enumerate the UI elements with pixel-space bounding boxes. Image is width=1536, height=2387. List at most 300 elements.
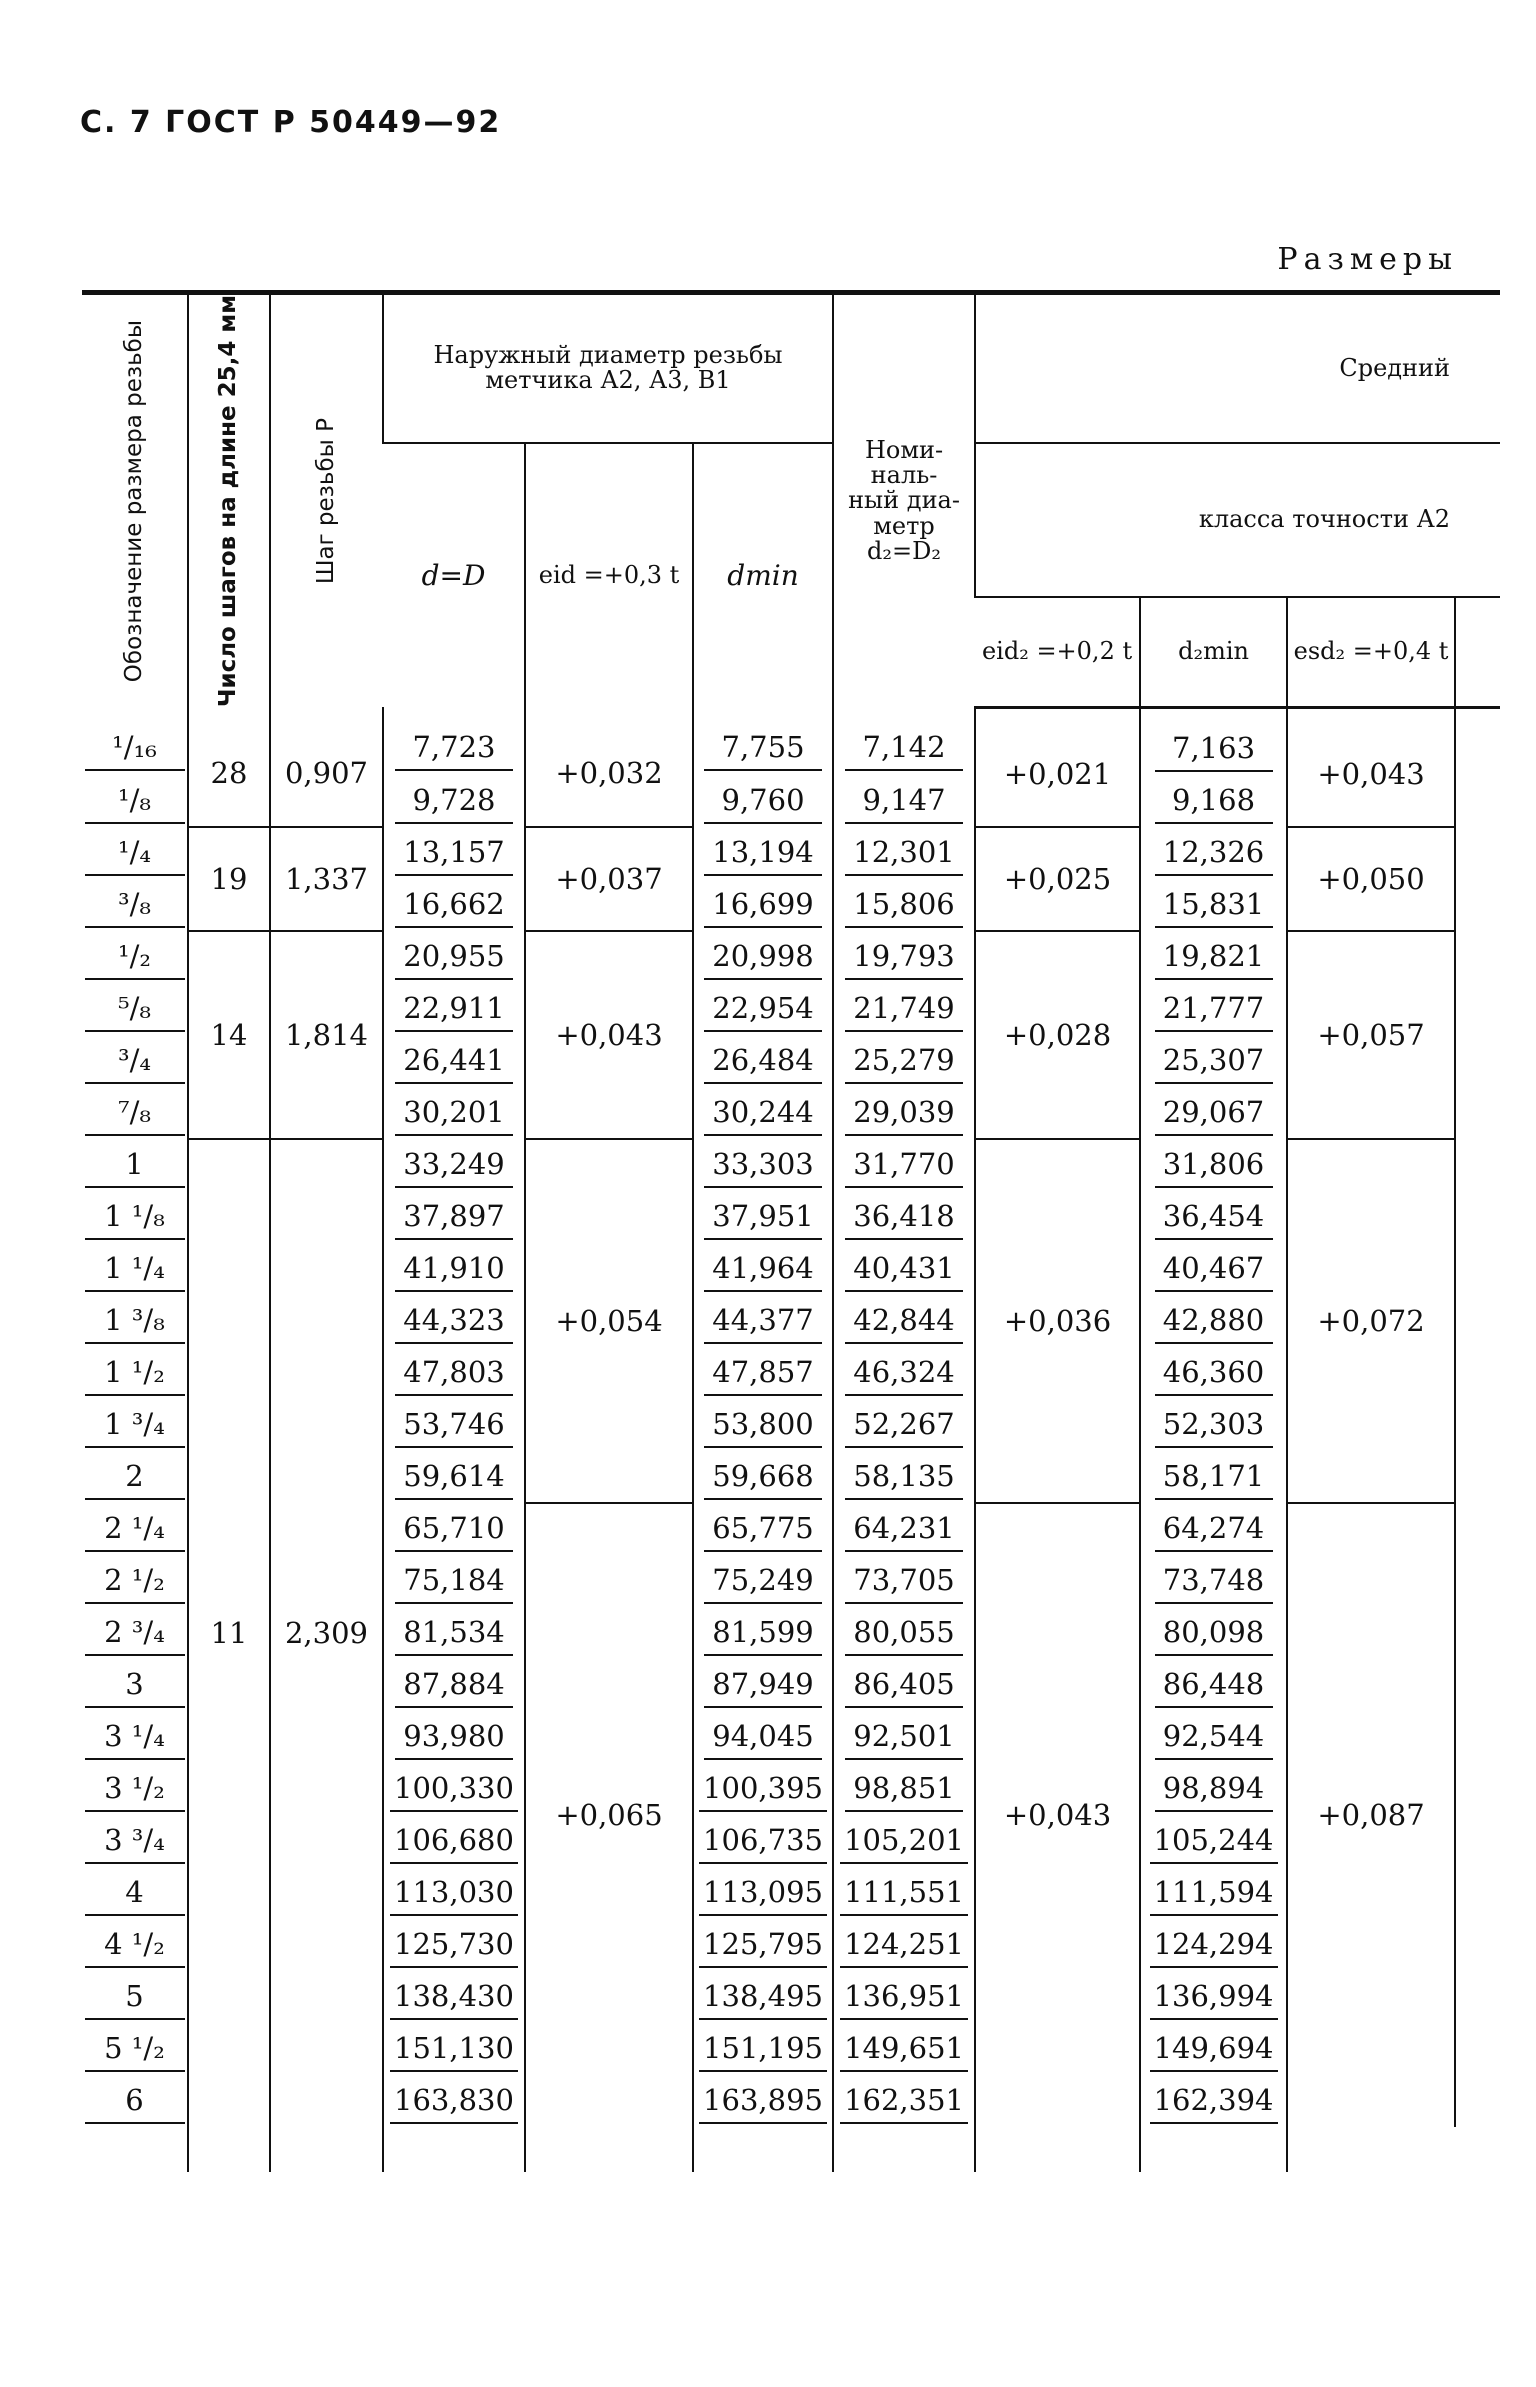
- nominal-d2-cell-value: 7,142: [845, 725, 963, 771]
- dmin-cell-value: 30,244: [704, 1090, 822, 1136]
- d2min-cell: [1140, 707, 1287, 775]
- d2min-cell-value: 46,360: [1155, 1350, 1273, 1396]
- d2min-cell: [1140, 1243, 1287, 1295]
- designation-cell: [82, 1087, 188, 1139]
- d2min-cell-value: 111,594: [1150, 1870, 1278, 1916]
- threads-count-cell: 28: [188, 707, 270, 827]
- d2min-cell-value: 64,274: [1155, 1506, 1273, 1552]
- eid2-cell: +0,021: [975, 707, 1140, 827]
- nominal-d2-cell-value: 105,201: [840, 1818, 968, 1864]
- designation-cell-value: ¹/₄: [85, 830, 185, 876]
- nominal-d2-cell: [833, 707, 975, 775]
- d-cell-value: 41,910: [395, 1246, 513, 1292]
- header-accuracy-class: класса точности А2: [975, 443, 1500, 598]
- designation-cell: [82, 1607, 188, 1659]
- dmin-cell-value: 7,755: [704, 725, 822, 771]
- d-cell: [383, 931, 525, 983]
- eid2-cell: +0,036: [975, 1139, 1140, 1503]
- dmin-cell-value: 65,775: [704, 1506, 822, 1552]
- page-header: С. 7 ГОСТ Р 50449—92: [80, 105, 502, 140]
- units-label: Размеры: [1277, 242, 1458, 277]
- designation-cell: [82, 1191, 188, 1243]
- d2min-cell-value: 58,171: [1155, 1454, 1273, 1500]
- esd2-cell: +0,087: [1287, 1503, 1455, 2127]
- designation-cell: [82, 1555, 188, 1607]
- dmin-cell: [693, 1815, 833, 1867]
- d-cell: [383, 1867, 525, 1919]
- eid-cell: +0,032: [525, 707, 693, 827]
- dmin-cell-value: 22,954: [704, 986, 822, 1032]
- designation-cell-value: ³/₄: [85, 1038, 185, 1084]
- nominal-d2-cell: [833, 1659, 975, 1711]
- header-eid2: eid₂ =+0,2 t: [975, 597, 1140, 707]
- d2min-cell-value: 31,806: [1155, 1142, 1273, 1188]
- eid2-cell: +0,028: [975, 931, 1140, 1139]
- header-threads-per-inch: Число шагов на длине 25,4 мм: [188, 293, 270, 708]
- designation-cell-value: 5 ¹/₂: [85, 2026, 185, 2072]
- designation-cell: [82, 1139, 188, 1191]
- dmin-cell: [693, 707, 833, 775]
- dmin-cell-value: 151,195: [699, 2026, 827, 2072]
- d2min-cell-value: 80,098: [1155, 1610, 1273, 1656]
- d2min-cell-value: 98,894: [1155, 1766, 1273, 1812]
- d-cell: [383, 1451, 525, 1503]
- d-cell: [383, 983, 525, 1035]
- dmin-cell: [693, 2023, 833, 2075]
- d2min-cell: [1140, 1659, 1287, 1711]
- d-cell-value: 93,980: [395, 1714, 513, 1760]
- designation-cell-value: ³/₈: [85, 882, 185, 928]
- d2min-cell: [1140, 827, 1287, 879]
- dmin-cell-value: 9,760: [704, 778, 822, 824]
- d2min-cell-value: 124,294: [1150, 1922, 1278, 1968]
- d-cell-value: 37,897: [395, 1194, 513, 1240]
- table-row: [82, 1139, 1500, 1191]
- dmin-cell: [693, 1035, 833, 1087]
- designation-cell: [82, 775, 188, 827]
- nominal-d2-cell-value: 149,651: [840, 2026, 968, 2072]
- d2min-cell-value: 162,394: [1150, 2078, 1278, 2124]
- nominal-d2-cell-value: 36,418: [845, 1194, 963, 1240]
- d-cell-value: 47,803: [395, 1350, 513, 1396]
- d-cell-value: 20,955: [395, 934, 513, 980]
- d2min-cell-value: 25,307: [1155, 1038, 1273, 1084]
- dmin-cell-value: 75,249: [704, 1558, 822, 1604]
- dmin-cell: [693, 1191, 833, 1243]
- nominal-d2-cell: [833, 1139, 975, 1191]
- d2min-cell-value: 9,168: [1155, 778, 1273, 824]
- nominal-d2-cell-value: 162,351: [840, 2078, 968, 2124]
- designation-cell: [82, 1243, 188, 1295]
- dmin-cell: [693, 1919, 833, 1971]
- esd2-cell: +0,072: [1287, 1139, 1455, 1503]
- d-cell-value: 106,680: [390, 1818, 518, 1864]
- dmin-cell-value: 125,795: [699, 1922, 827, 1968]
- d2min-cell-value: 42,880: [1155, 1298, 1273, 1344]
- nominal-d2-cell-value: 9,147: [845, 778, 963, 824]
- nominal-d2-cell: [833, 1243, 975, 1295]
- nominal-d2-cell: [833, 1815, 975, 1867]
- pitch-cell: 0,907: [270, 707, 383, 827]
- designation-cell-value: ⁵/₈: [85, 986, 185, 1032]
- designation-cell: [82, 827, 188, 879]
- table-row: [82, 931, 1500, 983]
- designation-cell: [82, 1919, 188, 1971]
- designation-cell: [82, 931, 188, 983]
- designation-cell: [82, 1035, 188, 1087]
- nominal-d2-cell: [833, 1035, 975, 1087]
- nominal-d2-cell: [833, 1555, 975, 1607]
- nominal-d2-cell-value: 124,251: [840, 1922, 968, 1968]
- dmin-cell: [693, 1243, 833, 1295]
- d2min-cell-value: 40,467: [1155, 1246, 1273, 1292]
- dmin-cell-value: 26,484: [704, 1038, 822, 1084]
- nominal-d2-cell: [833, 1867, 975, 1919]
- dmin-cell: [693, 1607, 833, 1659]
- dmin-cell-value: 13,194: [704, 830, 822, 876]
- d-cell-value: 59,614: [395, 1454, 513, 1500]
- d2min-cell: [1140, 1087, 1287, 1139]
- d2min-cell-value: 21,777: [1155, 986, 1273, 1032]
- dmin-cell-value: 53,800: [704, 1402, 822, 1448]
- nominal-d2-cell: [833, 2023, 975, 2075]
- designation-cell: [82, 707, 188, 775]
- d-cell: [383, 2023, 525, 2075]
- d2min-cell: [1140, 1503, 1287, 1555]
- pad: [525, 2127, 693, 2172]
- pad: [693, 2127, 833, 2172]
- d2min-cell: [1140, 2023, 1287, 2075]
- d-cell-value: 7,723: [395, 725, 513, 771]
- designation-cell: [82, 1399, 188, 1451]
- d2min-cell-value: 19,821: [1155, 934, 1273, 980]
- esd2-cell: +0,050: [1287, 827, 1455, 931]
- d-cell-value: 75,184: [395, 1558, 513, 1604]
- dmin-cell-value: 94,045: [704, 1714, 822, 1760]
- d2min-cell: [1140, 1607, 1287, 1659]
- d-cell-value: 13,157: [395, 830, 513, 876]
- dmin-cell: [693, 1711, 833, 1763]
- nominal-d2-cell: [833, 1295, 975, 1347]
- d2min-cell: [1140, 879, 1287, 931]
- d-cell: [383, 1607, 525, 1659]
- eid-cell: +0,043: [525, 931, 693, 1139]
- d-cell-value: 100,330: [390, 1766, 518, 1812]
- d-cell-value: 87,884: [395, 1662, 513, 1708]
- dmin-cell-value: 41,964: [704, 1246, 822, 1292]
- nominal-d2-cell-value: 86,405: [845, 1662, 963, 1708]
- d2min-cell: [1140, 1035, 1287, 1087]
- dmin-cell-value: 100,395: [699, 1766, 827, 1812]
- d2min-cell-value: 73,748: [1155, 1558, 1273, 1604]
- nominal-d2-cell: [833, 1347, 975, 1399]
- d2min-cell-value: 7,163: [1155, 726, 1273, 772]
- d2min-cell: [1140, 1451, 1287, 1503]
- d2min-cell: [1140, 983, 1287, 1035]
- header-pitch: Шаг резьбы P: [270, 293, 383, 708]
- d-cell-value: 30,201: [395, 1090, 513, 1136]
- d-cell: [383, 2075, 525, 2127]
- d-cell: [383, 1971, 525, 2023]
- d-cell-value: 81,534: [395, 1610, 513, 1656]
- d-cell: [383, 1243, 525, 1295]
- designation-cell: [82, 983, 188, 1035]
- header-designation: Обозначение размера резьбы: [82, 293, 188, 708]
- eid-cell: +0,065: [525, 1503, 693, 2127]
- nominal-d2-cell: [833, 983, 975, 1035]
- nominal-d2-cell: [833, 879, 975, 931]
- dmin-cell: [693, 879, 833, 931]
- d2min-cell: [1140, 1763, 1287, 1815]
- header-outer-diameter: Наружный диаметр резьбы метчика А2, А3, В1: [383, 293, 833, 443]
- designation-cell-value: 1 ³/₄: [85, 1402, 185, 1448]
- designation-cell-value: 1: [85, 1142, 185, 1188]
- designation-cell-value: 3: [85, 1662, 185, 1708]
- d-cell: [383, 1555, 525, 1607]
- header-pitch-diameter: Средний: [975, 293, 1500, 443]
- designation-cell-value: 2 ¹/₂: [85, 1558, 185, 1604]
- designation-cell: [82, 1815, 188, 1867]
- dmin-cell-value: 16,699: [704, 882, 822, 928]
- nominal-d2-cell: [833, 931, 975, 983]
- empty-column: [1455, 707, 1500, 2127]
- designation-cell: [82, 879, 188, 931]
- nominal-d2-cell-value: 42,844: [845, 1298, 963, 1344]
- nominal-d2-cell: [833, 2075, 975, 2127]
- designation-cell: [82, 1763, 188, 1815]
- d-cell-value: 44,323: [395, 1298, 513, 1344]
- nominal-d2-cell: [833, 1711, 975, 1763]
- pad: [1287, 2127, 1455, 2172]
- nominal-d2-cell-value: 52,267: [845, 1402, 963, 1448]
- designation-cell-value: 1 ³/₈: [85, 1298, 185, 1344]
- d2min-cell: [1140, 1295, 1287, 1347]
- designation-cell-value: 2: [85, 1454, 185, 1500]
- d-cell: [383, 1763, 525, 1815]
- designation-cell: [82, 1503, 188, 1555]
- d2min-cell: [1140, 1971, 1287, 2023]
- header-d: d=D: [421, 558, 486, 592]
- nominal-d2-cell: [833, 1191, 975, 1243]
- table-row: [82, 827, 1500, 879]
- d-cell-value: 9,728: [395, 778, 513, 824]
- header-esd2: esd₂ =+0,4 t: [1287, 597, 1455, 707]
- dmin-cell: [693, 931, 833, 983]
- designation-cell-value: ¹/₁₆: [85, 725, 185, 771]
- dmin-cell: [693, 1503, 833, 1555]
- designation-cell: [82, 1295, 188, 1347]
- d-cell: [383, 1711, 525, 1763]
- esd2-cell: +0,043: [1287, 707, 1455, 827]
- pad: [975, 2127, 1140, 2172]
- nominal-d2-cell-value: 21,749: [845, 986, 963, 1032]
- designation-cell: [82, 2075, 188, 2127]
- d2min-cell-value: 149,694: [1150, 2026, 1278, 2072]
- pad: [833, 2127, 975, 2172]
- dmin-cell: [693, 827, 833, 879]
- nominal-d2-cell-value: 40,431: [845, 1246, 963, 1292]
- dmin-cell: [693, 1659, 833, 1711]
- nominal-d2-cell-value: 19,793: [845, 934, 963, 980]
- dmin-cell-value: 163,895: [699, 2078, 827, 2124]
- dmin-cell-value: 106,735: [699, 1818, 827, 1864]
- dmin-cell: [693, 1087, 833, 1139]
- dmin-cell: [693, 1347, 833, 1399]
- d2min-cell: [1140, 2075, 1287, 2127]
- d-cell-value: 65,710: [395, 1506, 513, 1552]
- designation-cell: [82, 1347, 188, 1399]
- d-cell-value: 125,730: [390, 1922, 518, 1968]
- designation-cell: [82, 1711, 188, 1763]
- designation-cell-value: 2 ¹/₄: [85, 1506, 185, 1552]
- dmin-cell-value: 59,668: [704, 1454, 822, 1500]
- designation-cell-value: ¹/₂: [85, 934, 185, 980]
- designation-cell-value: 3 ¹/₄: [85, 1714, 185, 1760]
- d-cell: [383, 1347, 525, 1399]
- nominal-d2-cell: [833, 1399, 975, 1451]
- nominal-d2-cell-value: 92,501: [845, 1714, 963, 1760]
- d2min-cell: [1140, 1399, 1287, 1451]
- d-cell-value: 113,030: [390, 1870, 518, 1916]
- nominal-d2-cell: [833, 1971, 975, 2023]
- dmin-cell: [693, 1867, 833, 1919]
- d2min-cell: [1140, 775, 1287, 827]
- threads-count-cell: 14: [188, 931, 270, 1139]
- nominal-d2-cell: [833, 1503, 975, 1555]
- dmin-cell-value: 81,599: [704, 1610, 822, 1656]
- dmin-cell-value: 44,377: [704, 1298, 822, 1344]
- eid-cell: +0,054: [525, 1139, 693, 1503]
- header-dmin: dmin: [693, 443, 833, 708]
- header-nominal-diameter: Номи-наль-ный диа-метр d₂=D₂: [833, 293, 975, 708]
- esd2-cell: +0,057: [1287, 931, 1455, 1139]
- designation-cell-value: 2 ³/₄: [85, 1610, 185, 1656]
- d2min-cell-value: 36,454: [1155, 1194, 1273, 1240]
- dmin-cell-value: 113,095: [699, 1870, 827, 1916]
- nominal-d2-cell-value: 46,324: [845, 1350, 963, 1396]
- pad: [383, 2127, 525, 2172]
- d2min-cell-value: 92,544: [1155, 1714, 1273, 1760]
- table-row: [82, 707, 1500, 775]
- pad: [188, 2127, 270, 2172]
- d2min-cell-value: 29,067: [1155, 1090, 1273, 1136]
- nominal-d2-cell-value: 64,231: [845, 1506, 963, 1552]
- nominal-d2-cell-value: 25,279: [845, 1038, 963, 1084]
- d-cell-value: 16,662: [395, 882, 513, 928]
- designation-cell-value: 6: [85, 2078, 185, 2124]
- pitch-cell: 1,814: [270, 931, 383, 1139]
- d-cell-value: 151,130: [390, 2026, 518, 2072]
- nominal-d2-cell: [833, 1763, 975, 1815]
- d-cell: [383, 1295, 525, 1347]
- d2min-cell-value: 12,326: [1155, 830, 1273, 876]
- dmin-cell-value: 87,949: [704, 1662, 822, 1708]
- nominal-d2-cell-value: 31,770: [845, 1142, 963, 1188]
- d2min-cell: [1140, 931, 1287, 983]
- nominal-d2-cell-value: 15,806: [845, 882, 963, 928]
- dmin-cell-value: 20,998: [704, 934, 822, 980]
- d-cell: [383, 1139, 525, 1191]
- d2min-cell: [1140, 1139, 1287, 1191]
- nominal-d2-cell-value: 80,055: [845, 1610, 963, 1656]
- designation-cell-value: 3 ³/₄: [85, 1818, 185, 1864]
- d-cell-value: 22,911: [395, 986, 513, 1032]
- nominal-d2-cell: [833, 775, 975, 827]
- d2min-cell-value: 52,303: [1155, 1402, 1273, 1448]
- dmin-cell: [693, 1763, 833, 1815]
- d-cell: [383, 827, 525, 879]
- threads-count-cell: 19: [188, 827, 270, 931]
- pad: [82, 2127, 188, 2172]
- d-cell: [383, 1919, 525, 1971]
- d2min-cell-value: 136,994: [1150, 1974, 1278, 2020]
- header-empty: [1455, 597, 1500, 707]
- designation-cell-value: 4 ¹/₂: [85, 1922, 185, 1968]
- nominal-d2-cell: [833, 1919, 975, 1971]
- designation-cell-value: 1 ¹/₄: [85, 1246, 185, 1292]
- designation-cell-value: ⁷/₈: [85, 1090, 185, 1136]
- designation-cell-value: 1 ¹/₂: [85, 1350, 185, 1396]
- d-cell-value: 26,441: [395, 1038, 513, 1084]
- dmin-cell-value: 138,495: [699, 1974, 827, 2020]
- nominal-d2-cell-value: 29,039: [845, 1090, 963, 1136]
- designation-cell-value: 1 ¹/₈: [85, 1194, 185, 1240]
- designation-cell: [82, 1659, 188, 1711]
- d-cell-value: 138,430: [390, 1974, 518, 2020]
- d2min-cell-value: 105,244: [1150, 1818, 1278, 1864]
- dmin-cell: [693, 1451, 833, 1503]
- eid2-cell: +0,043: [975, 1503, 1140, 2127]
- d2min-cell: [1140, 1867, 1287, 1919]
- table-padding-row: [82, 2127, 1500, 2172]
- dmin-cell: [693, 983, 833, 1035]
- d2min-cell-value: 15,831: [1155, 882, 1273, 928]
- d-cell-value: 53,746: [395, 1402, 513, 1448]
- d-cell: [383, 1503, 525, 1555]
- designation-cell: [82, 1867, 188, 1919]
- nominal-d2-cell-value: 98,851: [845, 1766, 963, 1812]
- dmin-cell-value: 47,857: [704, 1350, 822, 1396]
- d-cell: [383, 1399, 525, 1451]
- designation-cell: [82, 2023, 188, 2075]
- dmin-cell: [693, 1295, 833, 1347]
- nominal-d2-cell-value: 111,551: [840, 1870, 968, 1916]
- dmin-cell: [693, 1399, 833, 1451]
- dmin-cell: [693, 2075, 833, 2127]
- pitch-cell: 2,309: [270, 1139, 383, 2127]
- d-cell: [383, 1087, 525, 1139]
- dmin-cell: [693, 775, 833, 827]
- d2min-cell: [1140, 1815, 1287, 1867]
- header-eid: eid =+0,3 t: [525, 443, 693, 708]
- d2min-cell: [1140, 1919, 1287, 1971]
- dmin-cell: [693, 1971, 833, 2023]
- nominal-d2-cell-value: 136,951: [840, 1974, 968, 2020]
- pad: [270, 2127, 383, 2172]
- designation-cell-value: 3 ¹/₂: [85, 1766, 185, 1812]
- d-cell: [383, 1035, 525, 1087]
- dmin-cell: [693, 1555, 833, 1607]
- pitch-cell: 1,337: [270, 827, 383, 931]
- dmin-cell: [693, 1139, 833, 1191]
- designation-cell-value: 4: [85, 1870, 185, 1916]
- nominal-d2-cell: [833, 1607, 975, 1659]
- dmin-cell-value: 37,951: [704, 1194, 822, 1240]
- d-cell: [383, 879, 525, 931]
- d2min-cell: [1140, 1347, 1287, 1399]
- d-cell: [383, 1815, 525, 1867]
- d-cell: [383, 707, 525, 775]
